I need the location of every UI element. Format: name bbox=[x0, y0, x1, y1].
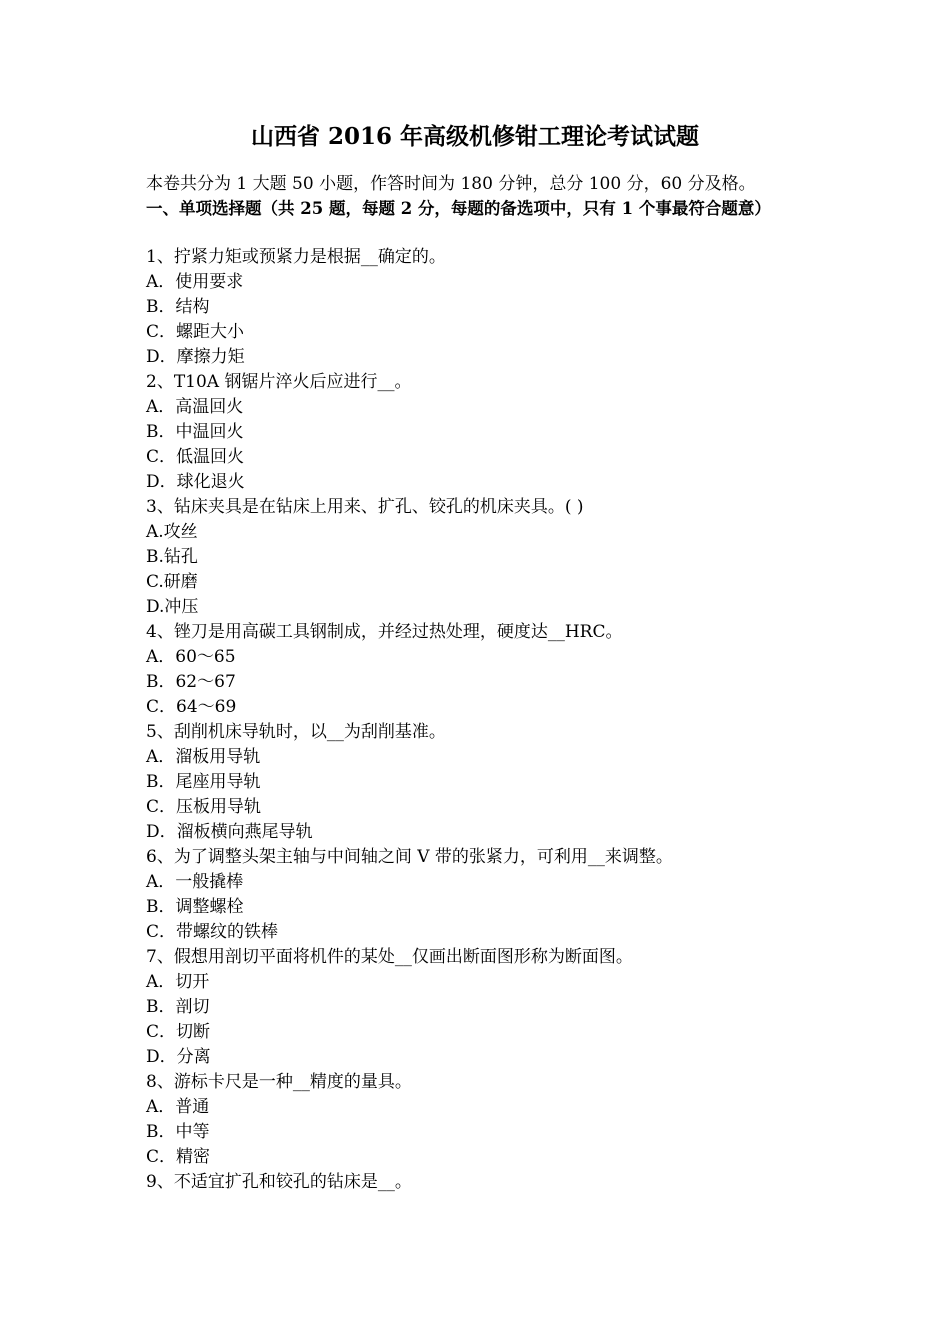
question-6-option-c: C．带螺纹的铁棒 bbox=[146, 922, 279, 942]
question-3-option-a: A.攻丝 bbox=[146, 522, 198, 542]
question-7-option-d: D．分离 bbox=[146, 1047, 211, 1067]
question-4-text: 4、锉刀是用高碳工具钢制成，并经过热处理，硬度达__HRC。 bbox=[146, 622, 623, 642]
question-3-option-b: B.钻孔 bbox=[146, 547, 198, 567]
question-1-text: 1、拧紧力矩或预紧力是根据__确定的。 bbox=[146, 247, 446, 267]
question-3-option-d: D.冲压 bbox=[146, 597, 199, 617]
question-9-text: 9、不适宜扩孔和铰孔的钻床是__。 bbox=[146, 1172, 412, 1192]
question-6-option-a: A．一般撬棒 bbox=[146, 872, 244, 892]
question-2-option-d: D．球化退火 bbox=[146, 472, 245, 492]
question-1-option-c: C．螺距大小 bbox=[146, 322, 245, 342]
question-7-option-a: A．切开 bbox=[146, 972, 210, 992]
question-8-option-c: C．精密 bbox=[146, 1147, 211, 1167]
question-8-text: 8、游标卡尺是一种__精度的量具。 bbox=[146, 1072, 412, 1092]
question-5-option-c: C．压板用导轨 bbox=[146, 797, 262, 817]
question-2-option-a: A．高温回火 bbox=[146, 397, 244, 417]
question-7-option-b: B．剖切 bbox=[146, 997, 210, 1017]
question-8-option-b: B．中等 bbox=[146, 1122, 210, 1142]
question-2-option-c: C．低温回火 bbox=[146, 447, 245, 467]
question-6-option-b: B．调整螺栓 bbox=[146, 897, 244, 917]
document-title: 山西省 2016 年高级机修钳工理论考试试题 bbox=[250, 123, 700, 150]
question-5-option-a: A．溜板用导轨 bbox=[146, 747, 261, 767]
question-5-option-d: D．溜板横向燕尾导轨 bbox=[146, 822, 313, 842]
question-4-option-b: B．62～67 bbox=[146, 672, 236, 692]
question-2-option-b: B．中温回火 bbox=[146, 422, 244, 442]
exam-instructions: 本卷共分为 1 大题 50 小题，作答时间为 180 分钟，总分 100 分，60 分及格。 bbox=[146, 174, 756, 194]
question-7-option-c: C．切断 bbox=[146, 1022, 211, 1042]
section-heading: 一、单项选择题（共 25 题，每题 2 分，每题的备选项中，只有 1 个事最符合题意） bbox=[146, 199, 771, 218]
question-3-text: 3、钻床夹具是在钻床上用来、扩孔、铰孔的机床夹具。( ) bbox=[146, 497, 584, 517]
question-2-text: 2、T10A 钢锯片淬火后应进行__。 bbox=[146, 372, 412, 392]
question-5-option-b: B．尾座用导轨 bbox=[146, 772, 261, 792]
question-3-option-c: C.研磨 bbox=[146, 572, 198, 592]
document-body bbox=[146, 172, 816, 1195]
question-7-text: 7、假想用剖切平面将机件的某处__仅画出断面图形称为断面图。 bbox=[146, 947, 633, 967]
question-1-option-b: B．结构 bbox=[146, 297, 210, 317]
question-6-text: 6、为了调整头架主轴与中间轴之间 V 带的张紧力，可利用__来调整。 bbox=[146, 847, 673, 867]
question-5-text: 5、刮削机床导轨时，以__为刮削基准。 bbox=[146, 722, 446, 742]
question-8-option-a: A．普通 bbox=[146, 1097, 210, 1117]
question-1-option-d: D．摩擦力矩 bbox=[146, 347, 245, 367]
question-4-option-a: A．60～65 bbox=[146, 647, 236, 667]
question-1-option-a: A．使用要求 bbox=[146, 272, 244, 292]
question-4-option-c: C．64～69 bbox=[146, 697, 237, 717]
